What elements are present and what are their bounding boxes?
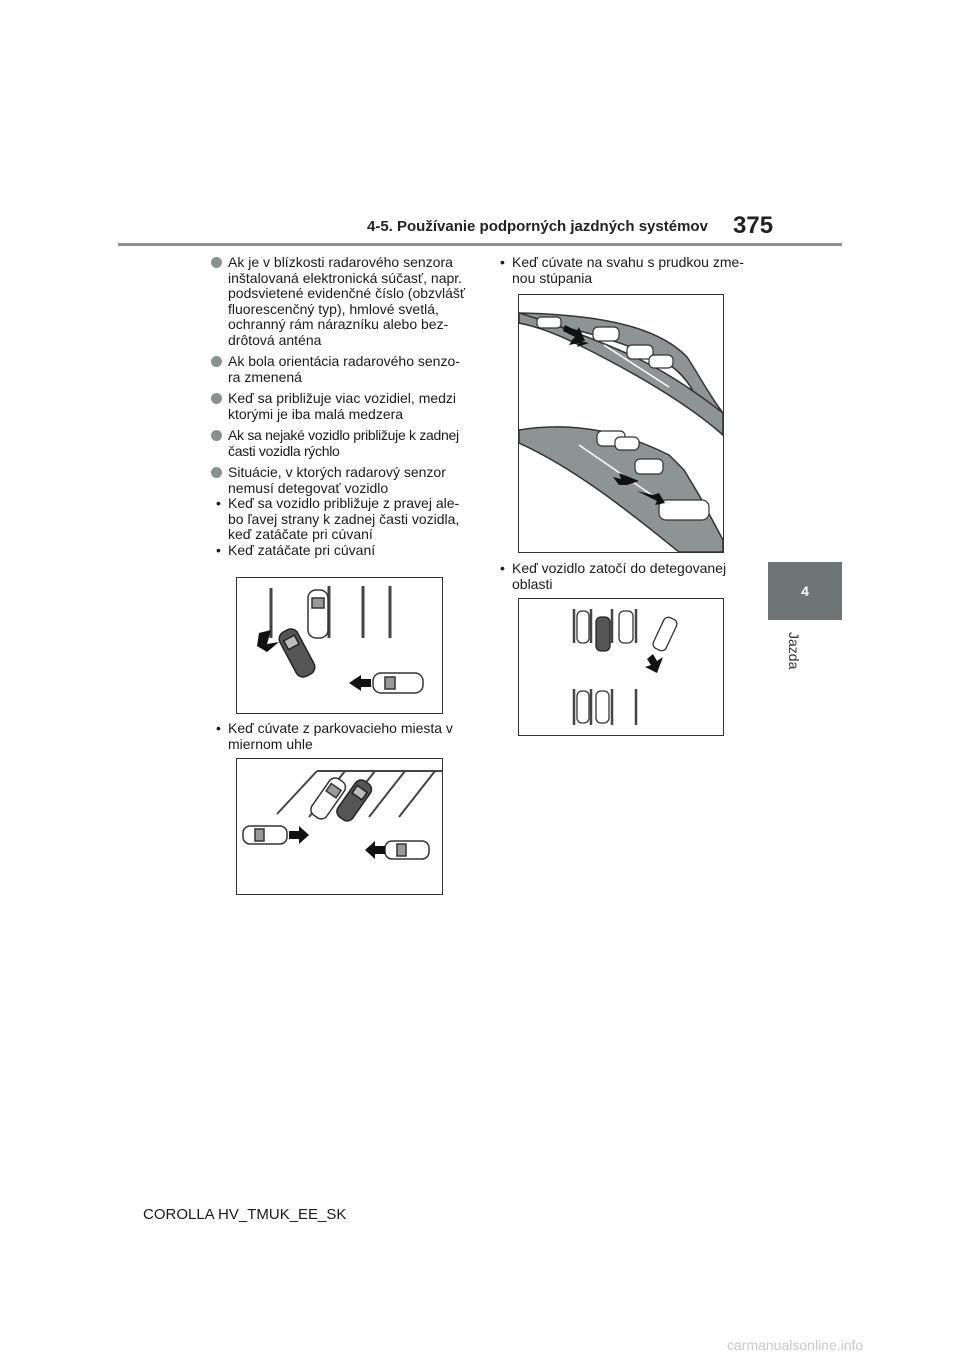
figure-angled-parking — [236, 758, 443, 895]
left-column — [211, 255, 471, 558]
list-item — [211, 391, 471, 422]
figure-reverse-turn — [236, 577, 443, 714]
watermark[interactable]: carmanualsonline.info — [727, 1337, 864, 1353]
list-item-text: Ak je v blízkosti radarového senzora inštalovaná elektronická súčasť, napr. podsvietené evidenčné číslo (obzvlášť fluorescenčný typ), hmlové svetlá, ochranný rám nárazníku alebo bez-drôtová anténa — [228, 254, 466, 348]
chapter-tab-label: Jazda — [786, 632, 802, 670]
sub-item: • Keď zatáčate pri cúvaní — [216, 541, 376, 558]
figure-slope — [518, 294, 724, 553]
header-divider — [118, 243, 842, 246]
sub-item-text: Keď cúvate na svahu s prudkou zme-nou stúpania — [512, 254, 744, 286]
sub-item-text: Keď cúvate z parkovacieho miesta v miernom uhle — [228, 720, 453, 752]
chapter-tab-label-wrap — [784, 632, 804, 692]
list-item — [211, 255, 471, 348]
page-number: 375 — [733, 212, 774, 239]
sub-item: • Keď vozidlo zatočí do detegovanej oblasti — [500, 560, 727, 592]
list-item — [211, 428, 471, 459]
left-column-lower — [211, 721, 471, 752]
section-title: 4-5. Používanie podporných jazdných systémov — [367, 218, 708, 235]
sub-item-text: Keď zatáčate pri cúvaní — [228, 541, 376, 558]
bullet-icon — [211, 356, 222, 367]
model-code: COROLLA HV_TMUK_EE_SK — [143, 1206, 347, 1223]
right-column-lower — [495, 561, 755, 592]
sub-item-text: Keď vozidlo zatočí do detegovanej oblasti — [512, 560, 727, 592]
chapter-tab-number: 4 — [801, 583, 809, 599]
list-item-text: Ak sa nejaké vozidlo približuje k zadnej časti vozidla rýchlo — [228, 427, 459, 459]
list-item-text: Situácie, v ktorých radarový senzor nemusí detegovať vozidlo — [228, 464, 446, 496]
bullet-icon — [211, 467, 222, 478]
bullet-icon — [211, 257, 222, 268]
list-item-text: Keď sa približuje viac vozidiel, medzi ktorými je iba malá medzera — [228, 390, 457, 422]
list-item — [211, 465, 471, 496]
sub-item: • Keď cúvate na svahu s prudkou zme-nou stúpania — [500, 254, 744, 286]
bullet-icon — [211, 430, 222, 441]
right-column — [495, 255, 755, 286]
list-item — [211, 354, 471, 385]
sub-item: • Keď sa vozidlo približuje z pravej ale-bo ľavej strany k zadnej časti vozidla, keď zatáčate pri cúvaní — [216, 495, 460, 542]
list-item-text: Ak bola orientácia radarového senzo-ra zmenená — [228, 353, 460, 385]
sub-item: • Keď cúvate z parkovacieho miesta v miernom uhle — [216, 720, 453, 752]
bullet-icon — [211, 393, 222, 404]
sub-item-text: Keď sa vozidlo približuje z pravej ale-bo ľavej strany k zadnej časti vozidla, keď zatáčate pri cúvaní — [228, 495, 460, 542]
figure-turn-detection — [518, 598, 724, 736]
